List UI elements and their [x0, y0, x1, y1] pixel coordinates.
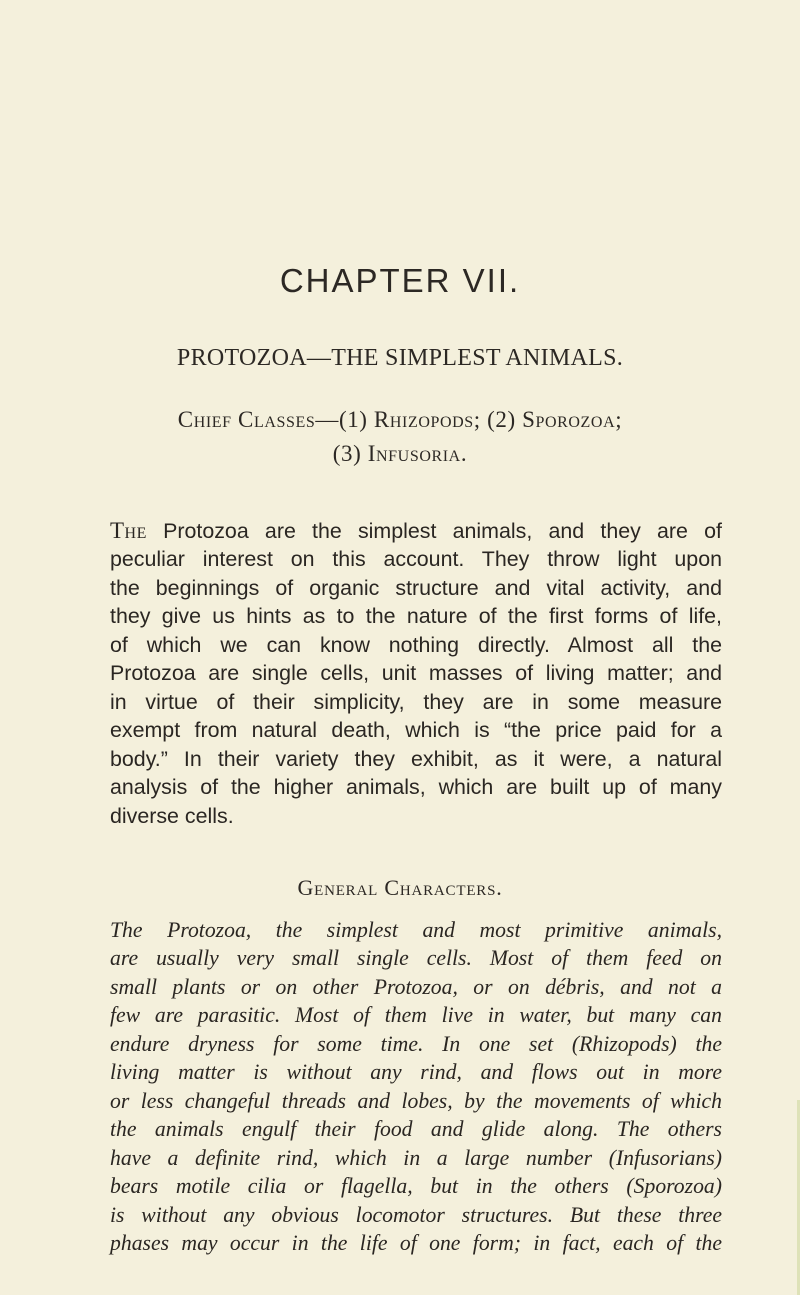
intro-line-1: The Protozoa are the simplest animals, and they are of: [110, 518, 722, 543]
summary-line-10: bears motile cilia or flagella, but in the others (Sporozoa): [110, 1174, 722, 1199]
summary-line-11: is without any obvious locomotor structures. But these three: [110, 1202, 722, 1227]
intro-paragraph: [110, 517, 722, 830]
intro-line-9: body.” In their variety they exhibit, as it were, a natural: [110, 746, 722, 771]
summary-line-3: small plants or on other Protozoa, or on débris, and not a: [110, 974, 722, 999]
section-heading-general-characters: General Characters.: [297, 875, 503, 900]
intro-line-6: Protozoa are single cells, unit masses of living matter; and: [110, 661, 722, 686]
intro-lead-in: The: [110, 518, 147, 543]
chapter-title: CHAPTER VII.: [279, 262, 521, 299]
intro-line-4: they give us hints as to the nature of the first forms of life,: [110, 604, 722, 629]
intro-line-5: of which we can know nothing directly. Almost all the: [110, 632, 722, 657]
summary-line-12: phases may occur in the life of one form; in fact, each of the: [110, 1230, 722, 1255]
summary-line-8: the animals engulf their food and glide along. The others: [110, 1117, 722, 1142]
summary-line-1: The Protozoa, the simplest and most primitive animals,: [110, 918, 722, 942]
summary-line-2: are usually very small single cells. Most of them feed on: [110, 946, 722, 971]
intro-line-8: exempt from natural death, which is “the price paid for a: [110, 718, 722, 743]
summary-line-5: endure dryness for some time. In one set (Rhizopods) the: [110, 1031, 722, 1056]
intro-line-3: the beginnings of organic structure and vital activity, and: [110, 575, 722, 600]
chapter-subtitle: PROTOZOA—THE SIMPLEST ANIMALS.: [176, 345, 624, 371]
summary-line-6: living matter is without any rind, and flows out in more: [110, 1060, 722, 1085]
intro-line-2: peculiar interest on this account. They throw light upon: [110, 547, 722, 572]
summary-line-7: or less changeful threads and lobes, by the movements of which: [110, 1088, 722, 1113]
general-characters-summary: [110, 916, 722, 1257]
summary-line-9: have a definite rind, which in a large number (Infusorians): [110, 1145, 722, 1170]
intro-line-11: diverse cells.: [110, 803, 234, 828]
summary-line-4: few are parasitic. Most of them live in water, but many can: [110, 1003, 722, 1028]
chief-classes-line-2: (3) Infusoria.: [332, 441, 468, 466]
intro-line-10: analysis of the higher animals, which are built up of many: [110, 775, 722, 800]
chief-classes-line-1: Chief Classes—(1) Rhizopods; (2) Sporozoa;: [177, 407, 623, 432]
intro-line-7: in virtue of their simplicity, they are in some measure: [110, 689, 722, 714]
